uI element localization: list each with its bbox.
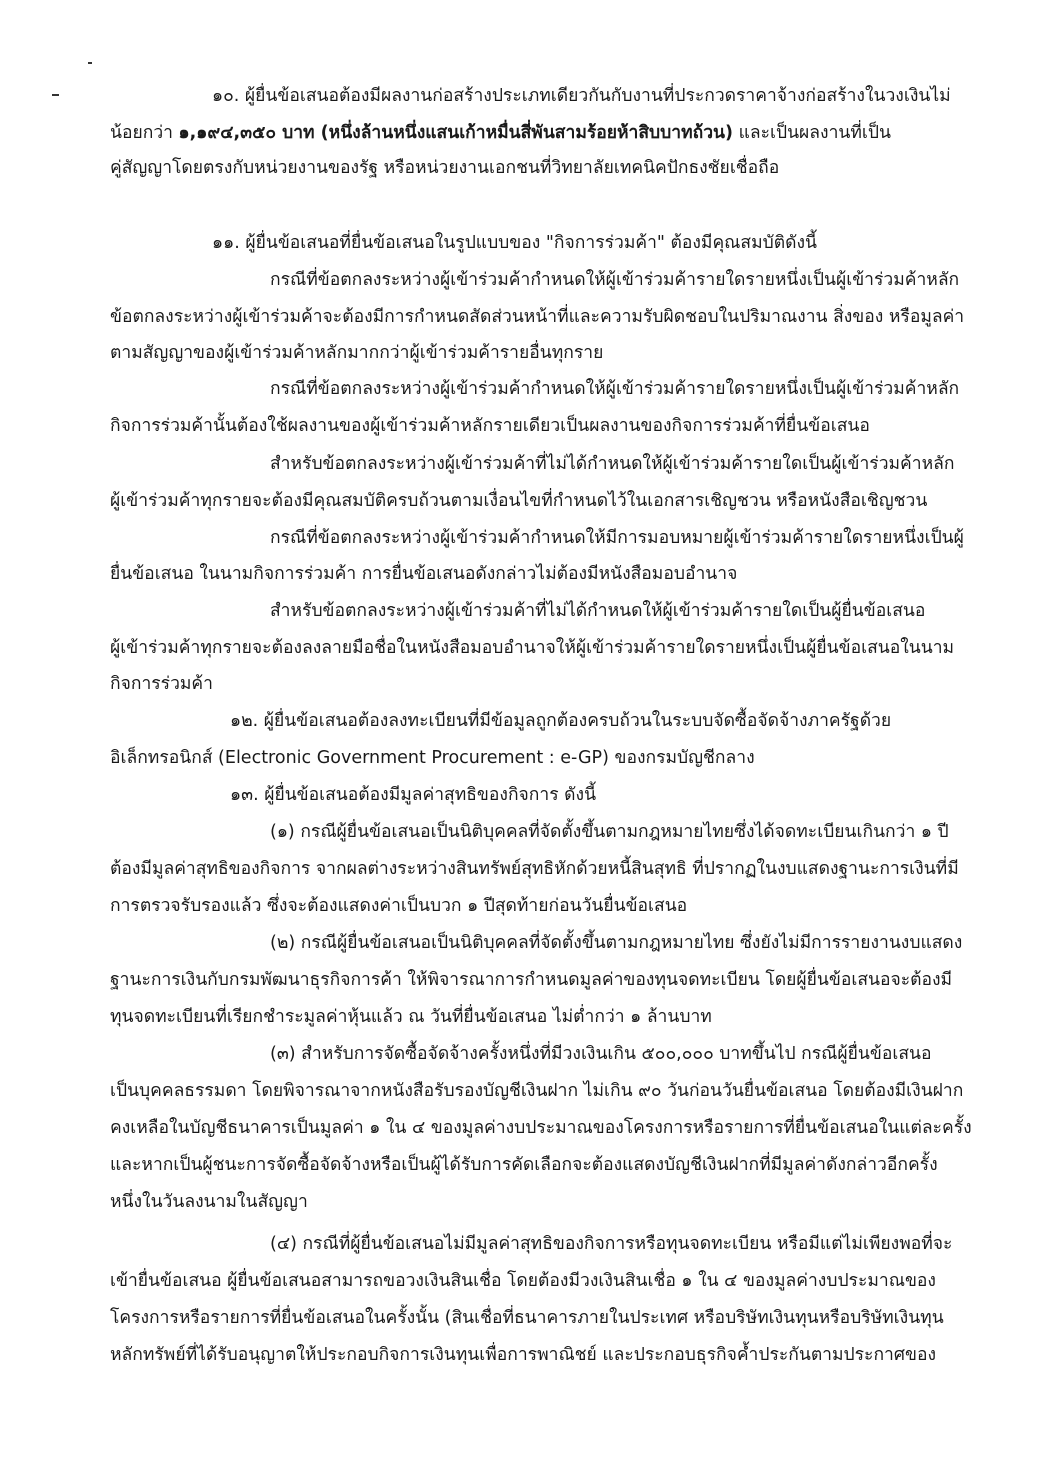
text-line: (๑) กรณีผู้ยื่นข้อเสนอเป็นนิติบุคคลที่จัดตั้งขึ้นตามกฎหมายไทยซึ่งได้จดทะเบียนเกินกว่า ๑ ปี — [270, 822, 949, 842]
text-line: หนึ่งในวันลงนามในสัญญา — [110, 1192, 308, 1212]
text-line — [110, 121, 891, 145]
text-line: กิจการร่วมค้า — [110, 674, 213, 694]
scan-speck — [52, 94, 59, 96]
contract-amount: ๑,๑๙๔,๓๕๐ บาท (หนึ่งล้านหนึ่งแสนเก้าหมื่นสี่พันสามร้อยห้าสิบบาทถ้วน) — [178, 123, 734, 143]
text-line: (๓) สำหรับการจัดซื้อจัดจ้างครั้งหนึ่งที่มีวงเงินเกิน ๕๐๐,๐๐๐ บาทขึ้นไป กรณีผู้ยื่นข้อเสนอ — [270, 1044, 932, 1064]
text-line: ๑๓. ผู้ยื่นข้อเสนอต้องมีมูลค่าสุทธิของกิจการ ดังนี้ — [230, 785, 597, 805]
text-line: ข้อตกลงระหว่างผู้เข้าร่วมค้าจะต้องมีการกำหนดสัดส่วนหน้าที่และความรับผิดชอบในปริมาณงาน สิ่งของ หรือมูลค่า — [110, 307, 965, 327]
text-line: (๒) กรณีผู้ยื่นข้อเสนอเป็นนิติบุคคลที่จัดตั้งขึ้นตามกฎหมายไทย ซึ่งยังไม่มีการรายงานงบแสดง — [270, 933, 963, 953]
text-line: การตรวจรับรองแล้ว ซึ่งจะต้องแสดงค่าเป็นบวก ๑ ปีสุดท้ายก่อนวันยื่นข้อเสนอ — [110, 896, 688, 916]
text-line: อิเล็กทรอนิกส์ (Electronic Government Procurement : e-GP) ของกรมบัญชีกลาง — [110, 748, 755, 768]
text-line: ตามสัญญาของผู้เข้าร่วมค้าหลักมากกว่าผู้เข้าร่วมค้ารายอื่นทุกราย — [110, 343, 604, 363]
text-line: โครงการหรือรายการที่ยื่นข้อเสนอในครั้งนั้น (สินเชื่อที่ธนาคารภายในประเทศ หรือบริษัทเงินทุนหรือบริษัทเงินทุน — [110, 1308, 944, 1328]
text-line: และหากเป็นผู้ชนะการจัดซื้อจัดจ้างหรือเป็นผู้ได้รับการคัดเลือกจะต้องแสดงบัญชีเงินฝากที่มีมูลค่าดังกล่าวอีกครั้ง — [110, 1155, 938, 1175]
text-line: คู่สัญญาโดยตรงกับหน่วยงานของรัฐ หรือหน่วยงานเอกชนที่วิทยาลัยเทคนิคปักธงชัยเชื่อถือ — [110, 158, 780, 178]
text-line: กรณีที่ข้อตกลงระหว่างผู้เข้าร่วมค้ากำหนดให้ผู้เข้าร่วมค้ารายใดรายหนึ่งเป็นผู้เข้าร่วมค้าหลัก — [270, 379, 960, 399]
text-line: (๔) กรณีที่ผู้ยื่นข้อเสนอไม่มีมูลค่าสุทธิของกิจการหรือทุนจดทะเบียน หรือมีแต่ไม่เพียงพอที่จะ — [270, 1234, 953, 1254]
text-line: ต้องมีมูลค่าสุทธิของกิจการ จากผลต่างระหว่างสินทรัพย์สุทธิหักด้วยหนี้สินสุทธิ ที่ปรากฏในงบแสดงฐานะการเงินที่มี — [110, 859, 959, 879]
text-line: ๑๐. ผู้ยื่นข้อเสนอต้องมีผลงานก่อสร้างประเภทเดียวกันกับงานที่ประกวดราคาจ้างก่อสร้างในวงเงินไม่ — [212, 86, 951, 106]
text-line: ๑๑. ผู้ยื่นข้อเสนอที่ยื่นข้อเสนอในรูปแบบของ "กิจการร่วมค้า" ต้องมีคุณสมบัติดังนี้ — [212, 233, 817, 253]
text-line: กรณีที่ข้อตกลงระหว่างผู้เข้าร่วมค้ากำหนดให้ผู้เข้าร่วมค้ารายใดรายหนึ่งเป็นผู้เข้าร่วมค้าหลัก — [270, 270, 960, 290]
text-line: หลักทรัพย์ที่ได้รับอนุญาตให้ประกอบกิจการเงินทุนเพื่อการพาณิชย์ และประกอบธุรกิจค้ำประกันตามประกาศของ — [110, 1345, 937, 1365]
text-line: เข้ายื่นข้อเสนอ ผู้ยื่นข้อเสนอสามารถขอวงเงินสินเชื่อ โดยต้องมีวงเงินสินเชื่อ ๑ ใน ๔ ของมูลค่างบประมาณของ — [110, 1271, 936, 1291]
text-run: และเป็นผลงานที่เป็น — [733, 123, 891, 143]
text-line: ผู้เข้าร่วมค้าทุกรายจะต้องลงลายมือชื่อในหนังสือมอบอำนาจให้ผู้เข้าร่วมค้ารายใดรายหนึ่งเป็นผู้ยื่นข้อเสนอในนาม — [110, 638, 955, 658]
text-line: สำหรับข้อตกลงระหว่างผู้เข้าร่วมค้าที่ไม่ได้กำหนดให้ผู้เข้าร่วมค้ารายใดเป็นผู้ยื่นข้อเสนอ — [270, 601, 926, 621]
scan-speck — [88, 62, 92, 64]
text-line: ยื่นข้อเสนอ ในนามกิจการร่วมค้า การยื่นข้อเสนอดังกล่าวไม่ต้องมีหนังสือมอบอำนาจ — [110, 564, 738, 584]
text-line: กิจการร่วมค้านั้นต้องใช้ผลงานของผู้เข้าร่วมค้าหลักรายเดียวเป็นผลงานของกิจการร่วมค้าที่ยื่นข้อเสนอ — [110, 416, 870, 436]
text-line: คงเหลือในบัญชีธนาคารเป็นมูลค่า ๑ ใน ๔ ของมูลค่างบประมาณของโครงการหรือรายการที่ยื่นข้อเสนอในแต่ละครั้ง — [110, 1118, 972, 1138]
text-line: ฐานะการเงินกับกรมพัฒนาธุรกิจการค้า ให้พิจารณาการกำหนดมูลค่าของทุนจดทะเบียน โดยผู้ยื่นข้อเสนอจะต้องมี — [110, 970, 953, 990]
text-line: ทุนจดทะเบียนที่เรียกชำระมูลค่าหุ้นแล้ว ณ วันที่ยื่นข้อเสนอ ไม่ต่ำกว่า ๑ ล้านบาท — [110, 1007, 712, 1027]
text-line: ๑๒. ผู้ยื่นข้อเสนอต้องลงทะเบียนที่มีข้อมูลถูกต้องครบถ้วนในระบบจัดซื้อจัดจ้างภาครัฐด้วย — [230, 711, 892, 731]
text-line: สำหรับข้อตกลงระหว่างผู้เข้าร่วมค้าที่ไม่ได้กำหนดให้ผู้เข้าร่วมค้ารายใดเป็นผู้เข้าร่วมค้าหลัก — [270, 454, 955, 474]
text-line: ผู้เข้าร่วมค้าทุกรายจะต้องมีคุณสมบัติครบถ้วนตามเงื่อนไขที่กำหนดไว้ในเอกสารเชิญชวน หรือหนังสือเชิญชวน — [110, 491, 928, 511]
text-line: เป็นบุคคลธรรมดา โดยพิจารณาจากหนังสือรับรองบัญชีเงินฝาก ไม่เกิน ๙๐ วันก่อนวันยื่นข้อเสนอ โดยต้องมีเงินฝาก — [110, 1081, 964, 1101]
text-line: กรณีที่ข้อตกลงระหว่างผู้เข้าร่วมค้ากำหนดให้มีการมอบหมายผู้เข้าร่วมค้ารายใดรายหนึ่งเป็นผู้ — [270, 528, 964, 548]
text-run: น้อยกว่า — [110, 123, 179, 143]
